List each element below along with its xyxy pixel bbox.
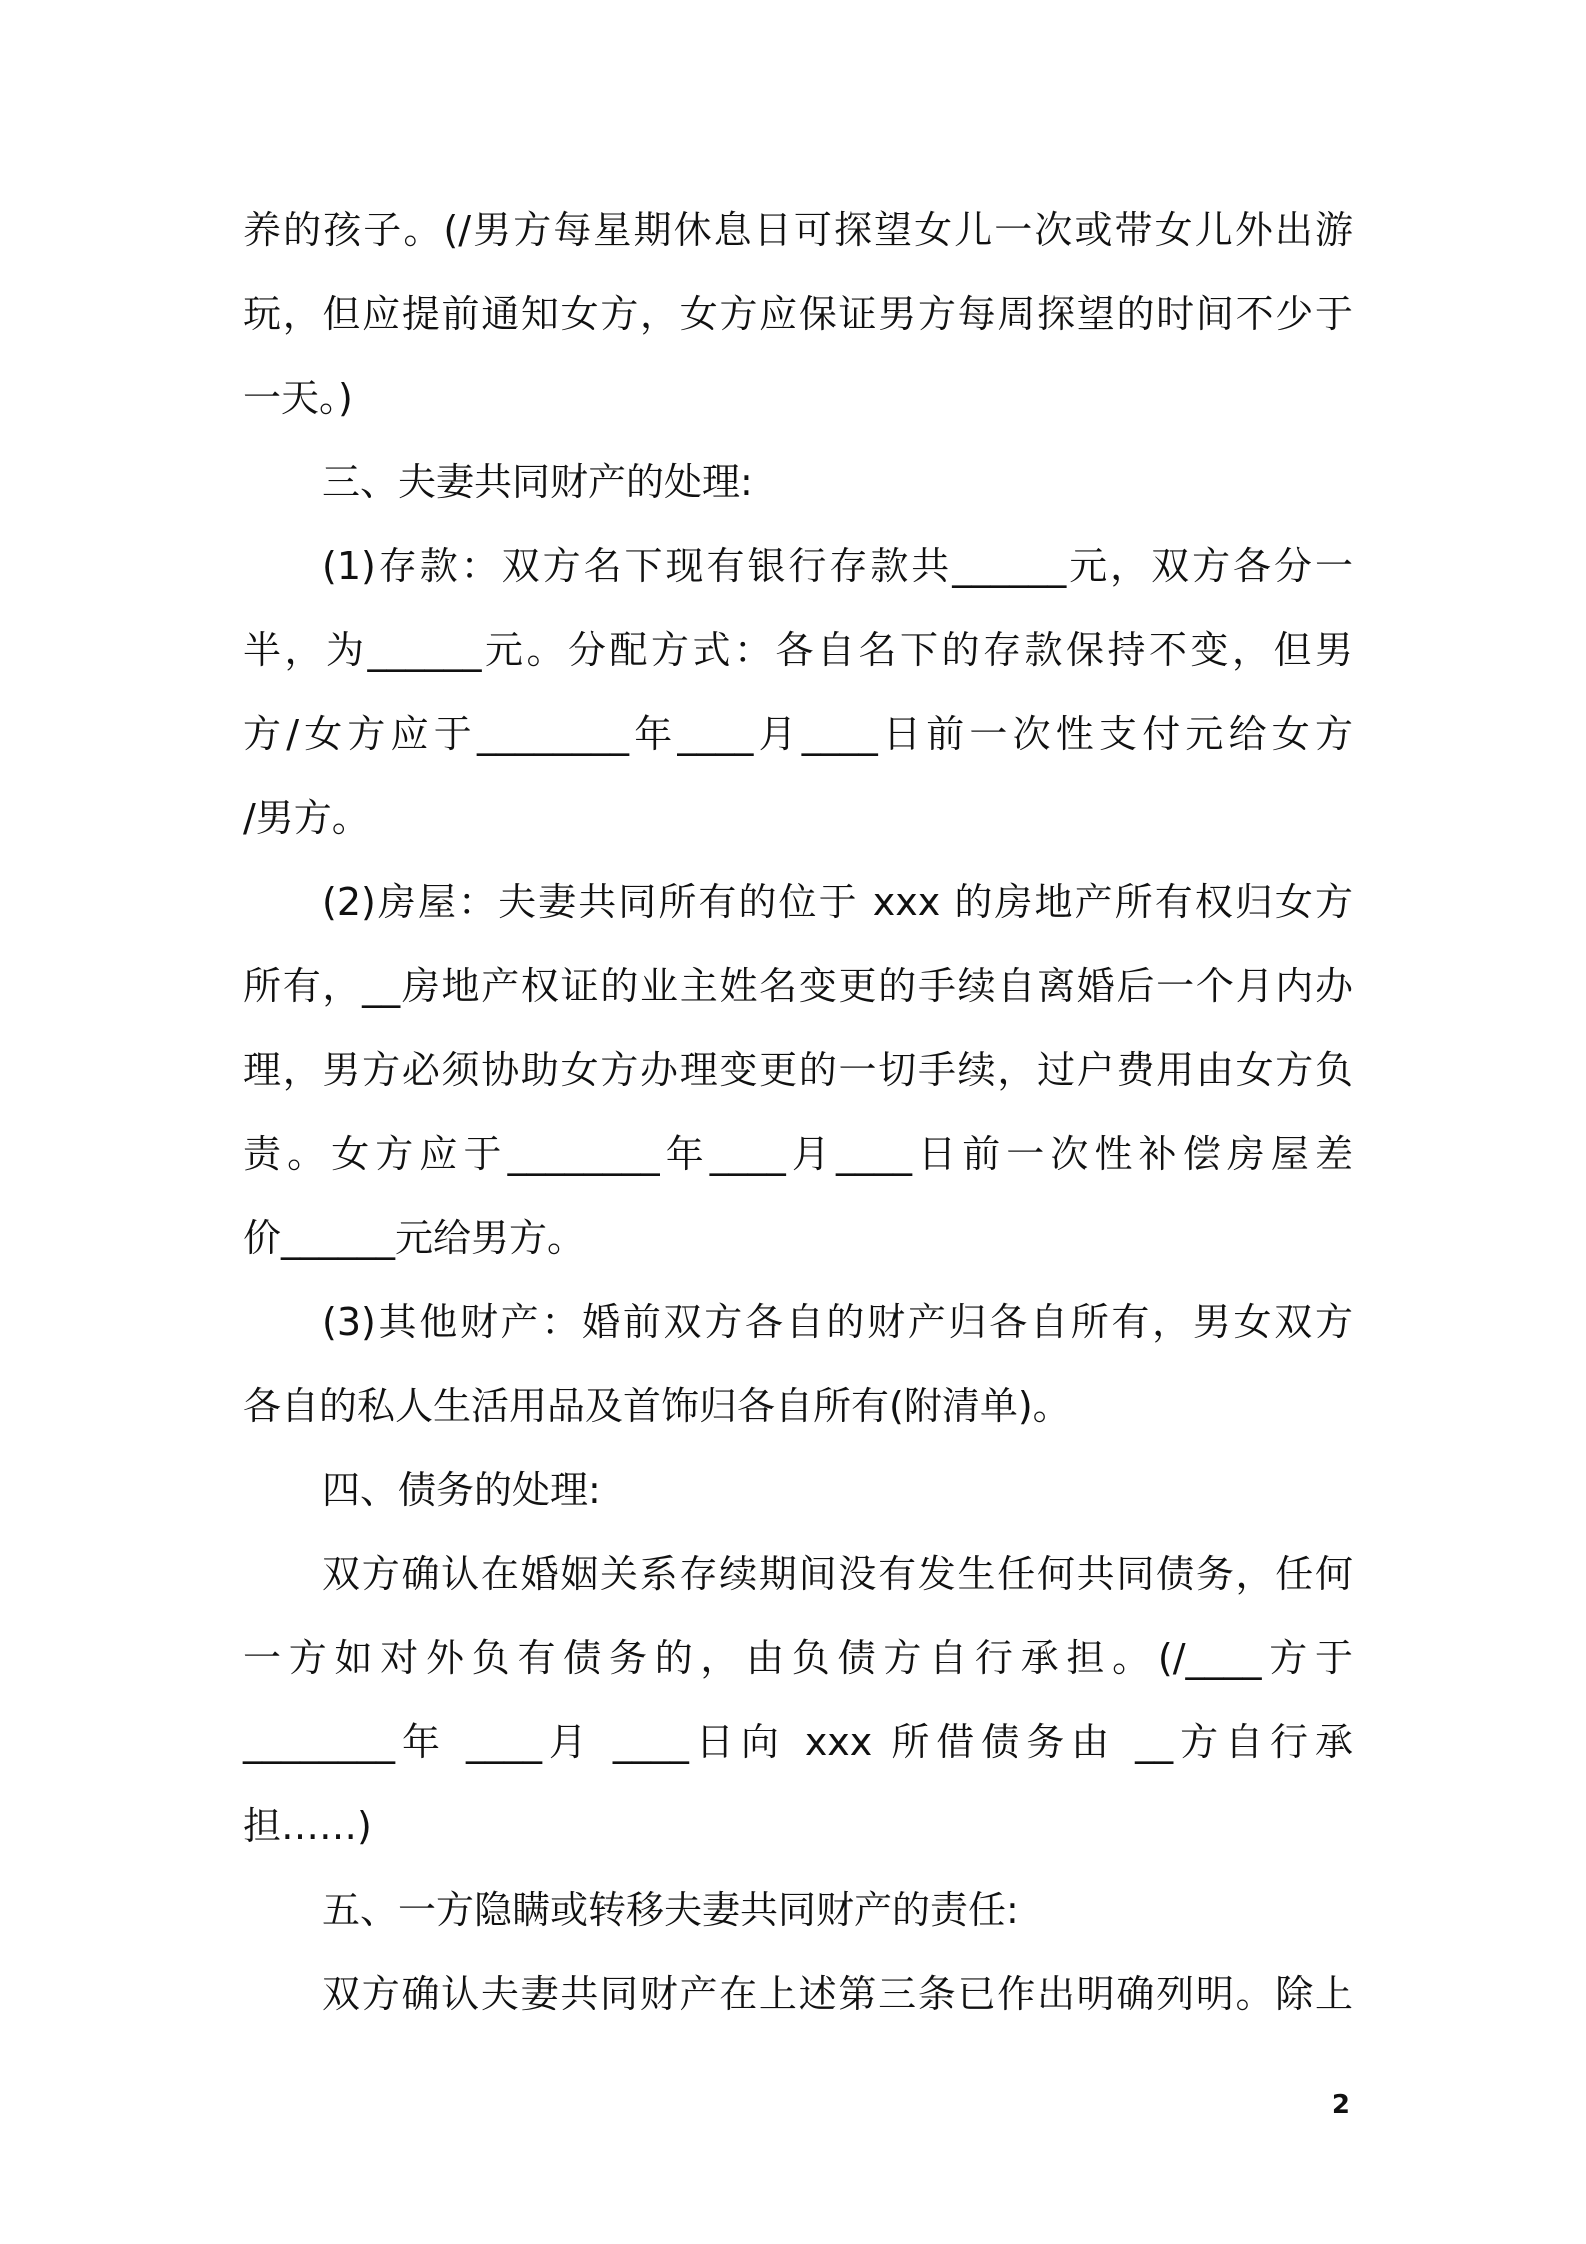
text-line: 责。女方应于________年____月____日前一次性补偿房屋差 — [243, 1132, 1353, 1176]
text-line: 半，为______元。分配方式：各自名下的存款保持不变，但男 — [243, 628, 1353, 672]
section-heading-3: 三、夫妻共同财产的处理: — [322, 460, 753, 504]
section-heading-4: 四、债务的处理: — [322, 1468, 601, 1512]
section-heading-5: 五、一方隐瞒或转移夫妻共同财产的责任: — [322, 1888, 1019, 1932]
text-line: (3)其他财产：婚前双方各自的财产归各自所有，男女双方 — [322, 1300, 1353, 1344]
text-line: 双方确认在婚姻关系存续期间没有发生任何共同债务，任何 — [322, 1552, 1353, 1596]
text-line: 价______元给男方。 — [243, 1216, 586, 1260]
text-line: (1)存款：双方名下现有银行存款共______元，双方各分一 — [322, 544, 1353, 588]
text-line: 养的孩子。(/男方每星期休息日可探望女儿一次或带女儿外出游 — [243, 208, 1353, 252]
text-line: 一天。) — [243, 376, 353, 420]
text-line: /男方。 — [243, 796, 370, 840]
text-line: 理，男方必须协助女方办理变更的一切手续，过户费用由女方负 — [243, 1048, 1353, 1092]
text-line: 方/女方应于________年____月____日前一次性支付元给女方 — [243, 712, 1353, 756]
text-line: ________年 ____月 ____日向 xxx 所借债务由 __方自行承 — [243, 1720, 1353, 1764]
text-line: (2)房屋：夫妻共同所有的位于 xxx 的房地产所有权归女方 — [322, 880, 1353, 924]
text-line: 所有，__房地产权证的业主姓名变更的手续自离婚后一个月内办 — [243, 964, 1353, 1008]
text-line: 双方确认夫妻共同财产在上述第三条已作出明确列明。除上 — [322, 1972, 1353, 2016]
page-number: 2 — [1331, 2090, 1350, 2120]
text-line: 玩，但应提前通知女方，女方应保证男方每周探望的时间不少于 — [243, 292, 1353, 336]
text-line: 各自的私人生活用品及首饰归各自所有(附清单)。 — [243, 1384, 1071, 1428]
text-line: 一方如对外负有债务的，由负债方自行承担。(/____方于 — [243, 1636, 1353, 1680]
text-line: 担……) — [243, 1804, 372, 1848]
